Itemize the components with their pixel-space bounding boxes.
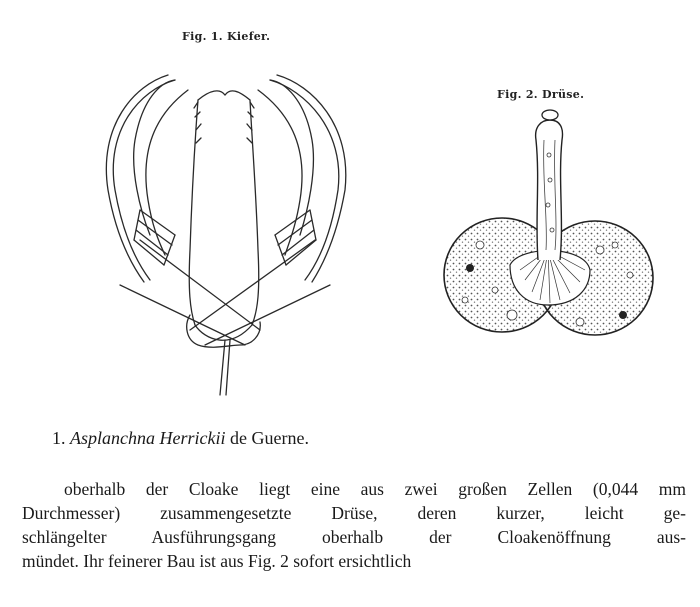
description-paragraph (22, 477, 686, 573)
species-heading (52, 428, 309, 449)
species-author: de Guerne. (229, 428, 309, 448)
paragraph-line: oberhalb der Cloake liegt eine aus zwei großen Zellen (0,044 mm (64, 479, 686, 499)
paragraph-line: Durchmesser) zusammengesetzte Drüse, deren kurzer, leicht ge- (22, 503, 686, 523)
paragraph-line: schlängelter Ausführungsgang oberhalb der Cloakenöffnung aus- (22, 527, 686, 547)
figure-2-gland-illustration (440, 100, 660, 370)
section-number: 1. (52, 428, 66, 448)
figure-1-caption: Fig. 1. Kiefer. (182, 30, 271, 43)
figure-2-caption: Fig. 2. Drüse. (497, 88, 585, 101)
figure-1-jaw-illustration (80, 60, 380, 400)
paragraph-line: mündet. Ihr feinerer Bau ist aus Fig. 2 sofort ersichtlich (22, 551, 412, 571)
species-name: Asplanchna Herrickii (70, 428, 226, 448)
